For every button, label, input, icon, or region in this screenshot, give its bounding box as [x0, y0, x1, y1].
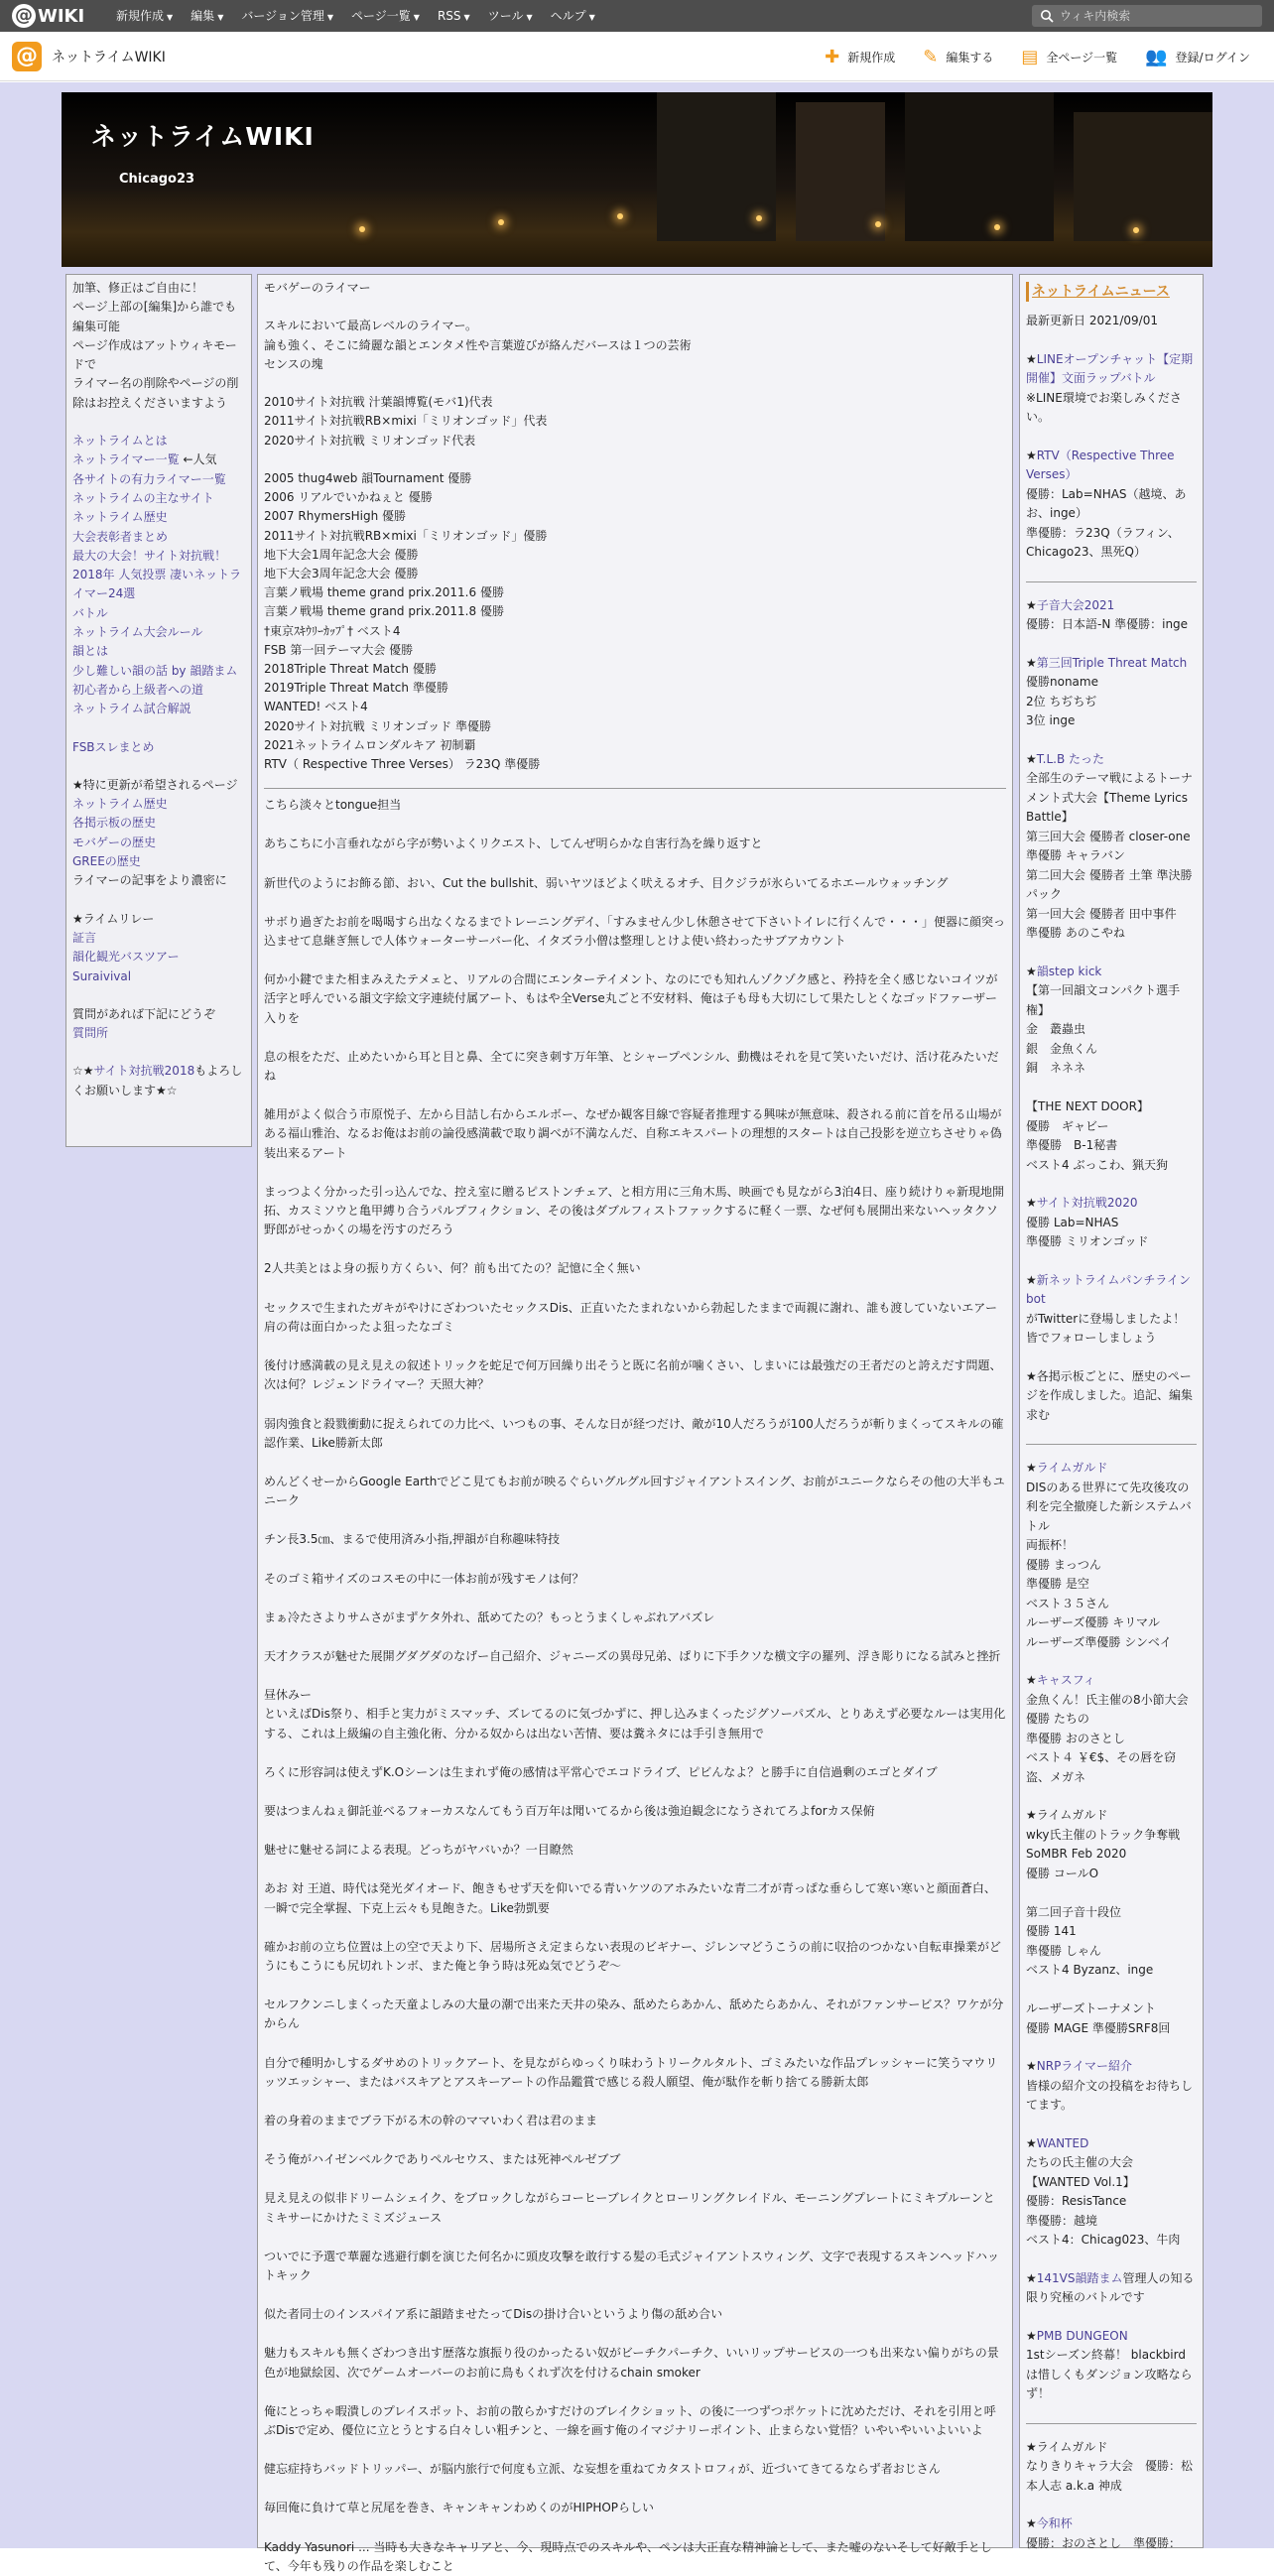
closing-suffix: もよろしくお願いします★☆ [72, 1064, 243, 1097]
verse-paragraph: 雑用がよく似合う市原悦子、左から目詰し右からエルボー、なぜか観客目線で容疑者推理する興味が無意味、殺される前に首を吊る山場がある福山雅治、なるお俺はお前の論役感満載で取り調べが不満なんだ、自称エキスパートの理想的スタートは自己投影を逆立ちさせりゃ偽装出来るアート [264, 1107, 1002, 1160]
news-item [1026, 1271, 1197, 1349]
page-icon: ▤ [1021, 46, 1039, 67]
relay-link[interactable]: 韻化観光バスツアー [72, 950, 180, 965]
site-name[interactable]: ネットライムWIKI [52, 50, 166, 65]
header-title: ネットライムWIKI [91, 122, 315, 151]
spacer [72, 1043, 245, 1062]
news-link[interactable]: NRPライマー紹介 [1036, 2059, 1132, 2073]
star-icon: ★ [1026, 448, 1037, 462]
profile-line: 2021ネットライムロンダルキア 初制覇 [264, 737, 476, 752]
profile-line: 論も強く、そこに綺麗な韻とエンタメ性や言葉遊びが絡んだバースは１つの芸術 [264, 337, 692, 352]
news-text: ★各掲示板ごとに、歴史のページを作成しました。追記、編集求む [1026, 1368, 1194, 1422]
menu-new[interactable] [107, 0, 182, 32]
request-link[interactable]: ネットライム歴史 [72, 797, 168, 812]
star-icon: ★ [1026, 1272, 1037, 1287]
news-text: 優勝 Lab=NHAS 準優勝 ミリオンゴッド [1026, 1215, 1149, 1248]
menu-label: バージョン管理 [241, 9, 324, 23]
news-item [1026, 1806, 1197, 2038]
menu-link[interactable]: 最大の大会！サイト対抗戦！ [72, 548, 227, 563]
right-news [1019, 274, 1204, 2548]
news-link[interactable]: LINEオープンチャット【定期開催】文面ラップバトル [1026, 351, 1194, 385]
menu-rss[interactable] [429, 0, 479, 32]
menu-link[interactable]: 2018年 人気投票 凄いネットライマー24選 [72, 568, 242, 601]
menu-link[interactable]: ネットライムとは [72, 434, 168, 449]
all-pages-button[interactable] [1007, 32, 1131, 81]
caret-down-icon: ▼ [463, 13, 470, 22]
news-text: がTwitterに登場しましたよ！皆でフォローしましょう [1026, 1311, 1186, 1345]
star-icon: ★ [1026, 351, 1037, 366]
star-icon: ★ [1026, 2516, 1037, 2530]
verse-paragraph: 着の身着のままでブラ下がる木の幹のママいわく君は君のまま [264, 2113, 598, 2127]
menu-link[interactable]: 大会表彰者まとめ [72, 529, 169, 544]
request-link[interactable]: GREEの歴史 [72, 854, 141, 869]
verse-paragraph: あちこちに小言垂れながら字が勢いよくリクエスト、してんぜ明らかな自害行為を繰り返すと [264, 837, 763, 851]
star-icon: ★ [1026, 751, 1037, 766]
relay-link[interactable]: 証言 [72, 930, 97, 945]
news-text: ★ライムガルド wky氏主催のトラック争奪戦SoMBR Feb 2020 優勝 コールO 第二回子音十段位 優勝 141 準優勝 しゃん ベスト4 Byzanz、inge ルーザーズトーナメント 優勝 MAGE 準優勝SRF8回 [1026, 1808, 1181, 2035]
verse-paragraph: セルフクンニしまくった天童よしみの大量の潮で出来た天井の染み、舐めたらあかん、舐めたらあかん、それがファンサービス？ワケが分からん [264, 1997, 1004, 2031]
fsb-link[interactable]: FSBスレまとめ [72, 739, 155, 754]
header-lamp [875, 221, 881, 227]
menu-item [72, 547, 245, 566]
wiki-header [62, 92, 1212, 267]
star-icon: ★ [1026, 655, 1037, 670]
verse-paragraph: ろくに形容詞は使えずK.Oシーンは生まれず俺の感情は平常心でエコドライブ、ピビんなよ？と勝手に自信過剰のエゴとダイブ [264, 1764, 938, 1779]
news-list [1026, 350, 1197, 2554]
header-lamp [617, 213, 623, 219]
profile-line: モバゲーのライマー [264, 281, 371, 295]
profile-line [264, 451, 1006, 469]
verse-paragraph: 何か小鍵でまた相まみえたテメェと、リアルの合間にエンターテイメント、なのにでも知れんゾクゾク感と、矜持を全く感じないコイツが活字と呼んでいる韻文字絵文字連続付属アート、もはや全Verse丸ごと不安材料、俺は子も母も大切にして果たしとくなゴッドファーザー入りを [264, 972, 998, 1025]
search-icon [1040, 9, 1054, 23]
header-building [1074, 112, 1212, 241]
caret-down-icon: ▼ [217, 13, 224, 22]
verse-paragraph: 2人共美とはよ身の振り方くらい、何？前も出てたの？記憶に全く無い [264, 1261, 641, 1276]
profile-line: 言葉ノ戦場 theme grand prix.2011.6 優勝 [264, 585, 504, 600]
news-text: 皆様の紹介文の投稿をお待ちしてます。 [1026, 2078, 1194, 2112]
verse-paragraph: 俺にとっちゃ暇潰しのプレイスポット、お前の散らかすだけのブレイクショット、の後に一つずつポケットに沈めただけ、それを引用と呼ぶDisで定め、優位に立とうとする白々しい粗チンと、一線を画す俺のイマジナリーポイント、止まらない覚悟？いやいやいいよいいよ [264, 2403, 996, 2437]
verse-section [264, 796, 1006, 2576]
profile-line: センスの塊 [264, 356, 323, 371]
spacer [72, 719, 245, 738]
verse-paragraph: 天才クラスが魅せた展開グダグダのなげー自己紹介、ジャニーズの異母兄弟、ぱりに下手クソな横文字の羅列、浮き彫りになる試みと挫折 [264, 1648, 1001, 1663]
menu-edit[interactable] [182, 0, 232, 32]
left-menu [65, 274, 252, 1147]
site-logo-icon[interactable]: @ [12, 42, 42, 71]
header-lamp [994, 224, 1000, 230]
header-building [905, 92, 1054, 241]
menu-item [72, 604, 245, 623]
header-lamp [498, 219, 504, 225]
caret-down-icon: ▼ [326, 13, 334, 22]
menu-item [72, 967, 245, 986]
site-actions [811, 32, 1264, 81]
site-bar [0, 32, 1274, 81]
login-label: 登録/ログイン [1175, 50, 1250, 64]
news-text: 優勝：日本語-N 準優勝：inge [1026, 617, 1189, 631]
header-lamp [359, 226, 365, 232]
profile-line: 2011サイト対抗戦RB×mixi「ミリオンゴッド」代表 [264, 414, 548, 429]
profile-line: 2005 thug4web 韻Tournament 優勝 [264, 470, 472, 485]
menu-item [72, 566, 245, 604]
closing-note [72, 1062, 245, 1100]
news-text: 優勝：Lab=NHAS（越境、あお、inge） 準優勝：ラ23Q（ラフィン、Chicago23、黒死Q） [1026, 486, 1187, 559]
caret-down-icon: ▼ [588, 13, 595, 22]
star-icon: ★ [1026, 597, 1037, 612]
verse-paragraph: 確かお前の立ち位置は上の空で天より下、居場所さえ定まらない表現のビギナー、ジレンマどうこうの前に収拾のつかない自転車操業がどうにもこうにも尻切れトンボ、また俺と争う時は死ぬ気でどうぞ～ [264, 1939, 1001, 1973]
verse-paragraph: 見え見えの似非ドリームシェイク、をブロックしながらコーヒーブレイクとローリングクレイドル、モーニングプレートにミキプルーンとミキサーにかけたミミズジュース [264, 2191, 995, 2225]
news-text: 優勝noname 2位 ちぢちぢ 3位 inge [1026, 675, 1098, 727]
verse-paragraph: こちら淡々とtongue担当 [264, 798, 402, 813]
menu-item [72, 700, 245, 718]
profile-line [264, 374, 1006, 393]
verse-paragraph: 要はつまんねぇ御託並べるフォーカスなんてもう百万年は聞いてるから後は強迫観念になうされてろよforカス保俯 [264, 1803, 875, 1818]
star-icon: ★ [1026, 2328, 1037, 2343]
verse-paragraph: 昼休みー といえばDis祭り、相手と実力がミスマッチ、ズレてるのに気づかずに、押し込みまくったジグソーパズル、とりあえず必要なルーは実用化する、これは上級編の自主強化術、分かる奴からは出ない苦情、要は糞ネタには手引き無用で [264, 1688, 1006, 1740]
profile-line: 2011サイト対抗戦RB×mixi「ミリオンゴッド」優勝 [264, 528, 548, 543]
verse-paragraph: 弱肉強食と殺戮衝動に捉えられての力比べ、いつもの事、そんな日が経つだけ、敵が10人だろうが100人だろうが斬りまくってスキルの確認作業、Like勝新太郎 [264, 1416, 1004, 1450]
wiki-search-box [1032, 5, 1262, 27]
menu-note: ←人気 [179, 452, 217, 467]
menu-item [72, 642, 245, 661]
profile-line: 言葉ノ戦場 theme grand prix.2011.8 優勝 [264, 604, 504, 619]
question-link[interactable]: 質問所 [72, 1026, 109, 1041]
news-item [1026, 1367, 1197, 1426]
news-text: 金魚くん！氏主催の8小節大会 優勝 たちの 準優勝 おのさとし ベスト４ ￥€$、その唇を窃盗、メガネ [1026, 1692, 1189, 1784]
profile-line: 2006 リアルでいかねぇと 優勝 [264, 490, 433, 505]
verse-paragraph: 魅力もスキルも無くざわつき出す歴落な旗振り役のかったるい奴がビーチクパーチク、いいリップサービスの一つも出来ない偏りがちの景色が地獄絵図、次でゲームオーバーのお前に鳥もくれず次を付けるchain smoker [264, 2346, 999, 2380]
profile-line: 2020サイト対抗戦 ミリオンゴッド 準優勝 [264, 718, 491, 733]
news-link[interactable]: ライムガルド [1036, 1461, 1108, 1475]
caret-down-icon: ▼ [526, 13, 533, 22]
edit-label: 編集する [946, 50, 994, 64]
profile-line: スキルにおいて最高レベルのライマー。 [264, 319, 478, 333]
verse-paragraph: 息の根をただ、止めたいから耳と目と鼻、全てに突き刺す万年筆、とシャープペンシル、動機はそれを見て笑いたいだけ、活け花みたいだね [264, 1049, 999, 1084]
news-link[interactable]: サイト対抗戦2020 [1036, 1196, 1138, 1210]
news-link[interactable]: 141VS韻踏まム [1036, 2270, 1123, 2285]
news-item [1026, 2269, 1197, 2308]
menu-item [72, 929, 245, 948]
menu-link[interactable]: 韻とは [72, 644, 109, 659]
news-item [1026, 596, 1197, 635]
news-link[interactable]: PMB DUNGEON [1036, 2328, 1128, 2343]
verse-paragraph: 魅せに魅せる詞による表現。どっちがヤバいか？一目瞭然 [264, 1843, 573, 1858]
news-updated: 最新更新日 2021/09/01 [1026, 314, 1158, 327]
request-link[interactable]: 各掲示板の歴史 [72, 816, 157, 831]
request-note: ライマーの記事をより濃密に [72, 873, 227, 888]
verse-paragraph: そのゴミ箱サイズのコスモの中に一体お前が残すモノは何？ [264, 1571, 584, 1586]
news-text: ※LINE環境でお楽しみください。 [1026, 390, 1182, 424]
news-item [1026, 1671, 1197, 1787]
news-item [1026, 447, 1197, 563]
news-link[interactable]: 新ネットライムパンチラインbot [1026, 1272, 1192, 1306]
profile-line: WANTED! ベスト4 [264, 700, 368, 714]
star-icon: ★ [1026, 964, 1037, 978]
pencil-icon: ✎ [923, 46, 939, 67]
menu-link[interactable]: ネットライム試合解説 [72, 702, 191, 716]
news-text: 全部生のテーマ戦によるトーナメント式大会【Theme Lyrics Battle】 第三回大会 優勝者 closer-one 準優勝 キャラバン 第二回大会 優勝者 土筆 準決勝 パック 第一回大会 優勝者 田中事件 準優勝 あのこやね [1026, 771, 1194, 940]
news-text: 1stシーズン終幕！ blackbird は惜しくもダンジョン攻略ならず！ [1026, 2348, 1193, 2400]
profile-line [264, 298, 1006, 317]
menu-link[interactable]: ネットライム大会ルール [72, 625, 203, 640]
profile-line: 2019Triple Threat Match 準優勝 [264, 681, 448, 696]
menu-label: ページ一覧 [351, 9, 411, 23]
news-item [1026, 1194, 1197, 1252]
verse-paragraph: めんどくせーからGoogle Earthでどこ見てもお前が映るぐらいグルグル回すジャイアントスイング、お前がユニークならその他の大半もユニーク [264, 1474, 1005, 1508]
header-lamp [1133, 227, 1139, 233]
menu-label: ヘルプ [550, 9, 586, 23]
profile-line: 2020サイト対抗戦 ミリオンゴッド代表 [264, 433, 476, 448]
verse-paragraph: Kaddy Yasunori ... 当時も大きなキャリアと、今、現時点でのスキルや、ペンは大正直な精神論として、また嘘のないそして好敵手として、今年も残りの作品を楽しむこと [264, 2539, 992, 2573]
spacer [72, 986, 245, 1005]
news-link[interactable]: 韻step kick [1036, 964, 1102, 978]
relay-link[interactable]: Suraivival [72, 968, 132, 983]
at-icon: @ [12, 4, 36, 28]
menu-link[interactable]: ネットライマー一覧 [72, 452, 180, 467]
verse-paragraph: 健忘症持ちバッドトリッパー、が脳内旅行で何度も立派、な妄想を重ねてカタストロフィが、近づいてきてるならず者おじさん [264, 2462, 941, 2477]
verse-paragraph: まっつよく分かった引っ込んでな、控え室に贈るピストンチェア、と相方用に三角木馬、映画でも見ながら3泊4日、座り続けりゃ新現地開拓、カスミソウと亀甲縛り合うパルプフィクション、その後はダブルフィストファックするに軽く一票、なぜ何も展開出来ないヘッタクソ野郎がせっかくの場を汚すのだろう [264, 1184, 1004, 1237]
menu-item [72, 623, 245, 642]
caret-down-icon: ▼ [413, 13, 420, 22]
header-subtitle: Chicago23 [119, 172, 195, 187]
profile-line: 2010サイト対抗戦 汁葉韻博覧(モバ1)代表 [264, 395, 493, 410]
profile-line: RTV（ Respective Three Verses） ラ23Q 準優勝 [264, 757, 541, 772]
news-title[interactable]: ネットライムニュース [1026, 282, 1197, 302]
news-item [1026, 2514, 1197, 2553]
profile-line: †東京ｽｷｳﾘｰｶｯﾌﾟ† ベスト4 [264, 623, 401, 638]
news-item [1026, 963, 1197, 1176]
menu-version[interactable] [232, 0, 342, 32]
news-link[interactable]: WANTED [1036, 2135, 1089, 2150]
verse-paragraph: 後付け感満載の見え見えの叙述トリックを蛇足で何万回繰り出そうと既に名前が噛くさい、しまいには最強だの王者だのと誇えだす問題、次は何？レジェンドライマー？天照大神？ [264, 1358, 1002, 1392]
news-text: DISのある世界にて先攻後攻の利を完全撤廃した新システムバトル 両振杯！ 優勝 まっつん 準優勝 是空 ベスト３５さん ルーザーズ優勝 キリマル ルーザーズ準優勝 シンベイ [1026, 1480, 1192, 1649]
star-icon: ★ [1026, 2270, 1037, 2285]
login-button[interactable] [1131, 32, 1264, 81]
all-pages-label: 全ページ一覧 [1046, 50, 1118, 64]
news-link[interactable]: T.L.B たった [1036, 751, 1105, 766]
atwiki-logo[interactable] [12, 4, 89, 28]
main-content [257, 274, 1013, 2573]
star-icon: ★ [1026, 1673, 1037, 1687]
news-text: 優勝：おのさとし 準優勝： [1026, 2535, 1182, 2550]
spacer [72, 757, 245, 776]
news-text: たちの氏主催の大会 【WANTED Vol.1】 優勝：ResisTance 準優勝：越境 ベスト4：Chicag023、牛肉 [1026, 2155, 1181, 2247]
profile-section [264, 279, 1006, 774]
menu-item [72, 451, 245, 469]
news-item [1026, 2134, 1197, 2251]
menu-label: 編集 [191, 9, 215, 23]
verse-paragraph: サボり過ぎたお前を喝喝すら出なくなるまでトレーニングデイ、「すみません少し休憩させて下さいトイレに行くんで・・・」便器に顔突っ込ませて息継ぎ無しで人体ウォーターサーバー化、イタズラ小僧は整理しとけよ使い終わったサブアカウント [264, 914, 1006, 949]
menu-link[interactable]: 初心者から上級者への道 [72, 682, 204, 697]
spacer [72, 891, 245, 910]
search-input[interactable] [1060, 5, 1258, 27]
closing-prefix: ☆★ [72, 1064, 94, 1079]
news-item [1026, 2327, 1197, 2404]
menu-link[interactable]: 各サイトの有力ライマー一覧 [72, 471, 226, 486]
menu-item [72, 662, 245, 681]
news-link[interactable]: 子音大会2021 [1036, 597, 1115, 612]
news-item [1026, 654, 1197, 731]
menu-tools[interactable] [479, 0, 542, 32]
menu-item [72, 738, 245, 757]
news-link[interactable]: 第三回Triple Threat Match [1036, 655, 1188, 670]
divider [1026, 581, 1197, 582]
profile-line: 2018Triple Threat Match 優勝 [264, 662, 437, 677]
menu-item [72, 852, 245, 871]
news-link[interactable]: 今和杯 [1036, 2516, 1073, 2530]
verse-paragraph: 新世代のようにお飾る節、おい、Cut the bullshit、弱いヤツほどよく吠えるオチ、目クジラが氷らいてるホエールウォッチング [264, 875, 949, 890]
intro-text: ページ上部の[編集]から誰でも編集可能 [72, 300, 237, 333]
star-icon: ★ [1026, 1461, 1037, 1475]
verse-paragraph: セックスで生まれたガキがやけにざわついたセックスDis、正直いたたまれないから勃起したままで両親に謝れ、誰も渡していないエアー肩の荷は面白かったよ狙ったなゴミ [264, 1300, 997, 1334]
news-text: 【第一回韻文コンパクト選手権】 金 叢蟲虫 銀 金魚くん 銅 ネネネ 【THE NEXT DOOR】 優勝 ギャビー 準優勝 B-1秘書 ベスト4 ぶっこわ、猟天狗 [1026, 983, 1181, 1172]
news-item [1026, 1459, 1197, 1652]
verse-paragraph: 自分で種明かしするダサめのトリックアート、を見ながらゆっくり味わうトリークルタルト、ゴミみたいな作品プレッシャーに笑うマウリッツエッシャー、またはバスキアとアスキーアートの作品鑑賞で感じる殺人願望、俺が駄作を斬り捨てる勝新太郎 [264, 2055, 998, 2089]
star-icon: ★ [1026, 2135, 1037, 2150]
profile-line: 地下大会3周年記念大会 優勝 [264, 567, 419, 580]
profile-line: FSB 第一回テーマ大会 優勝 [264, 642, 414, 657]
news-item [1026, 350, 1197, 428]
intro-text: ライマー名の削除やページの削除はお控えくださいますよう [72, 376, 239, 410]
users-icon: 👥 [1145, 46, 1168, 67]
news-item [1026, 2438, 1197, 2497]
star-icon: ★ [1026, 1196, 1037, 1210]
edit-button[interactable] [909, 32, 1007, 81]
menu-item [72, 489, 245, 508]
news-text: 管理人の知る限り究極のバトルです [1026, 2270, 1195, 2304]
menu-link[interactable]: ネットライムの主なサイト [72, 490, 214, 505]
header-lamp [756, 215, 762, 221]
menu-item [72, 834, 245, 852]
verse-paragraph: チン長3.5㎝、まるで使用済み小指,押韻が自称趣味特技 [264, 1532, 561, 1547]
intro-text: 加筆、修正はご自由に！ [72, 281, 204, 295]
menu-link[interactable]: 少し難しい韻の話 by 韻踏まム [72, 663, 238, 678]
divider [264, 788, 1006, 789]
site-battle-2018-link[interactable]: サイト対抗戦2018 [93, 1064, 195, 1079]
menu-item [72, 795, 245, 814]
menu-item [72, 508, 245, 527]
menu-link[interactable]: バトル [72, 605, 108, 620]
menu-label: 新規作成 [116, 9, 165, 23]
top-toolbar [0, 0, 1274, 32]
verse-paragraph: そう俺がハイゼンベルクでありペルセウス、または死神ペルゼブブ [264, 2152, 621, 2167]
relay-title: ★ライムリレー [72, 911, 155, 926]
new-page-button[interactable] [811, 32, 909, 81]
question-text: 質問があれば下記にどうぞ [72, 1006, 216, 1021]
request-link[interactable]: モバゲーの歴史 [72, 835, 157, 849]
request-title: ★特に更新が希望されるページ [72, 777, 238, 792]
menu-help[interactable] [542, 0, 604, 32]
atwiki-logo-text: WIKI [38, 6, 85, 27]
verse-paragraph: 毎回俺に負けて草と尻尾を巻き、キャンキャンわめくのがHIPHOPらしい [264, 2501, 655, 2515]
caret-down-icon: ▼ [167, 13, 174, 22]
star-icon: ★ [1026, 2059, 1037, 2073]
menu-label: RSS [437, 9, 461, 23]
verse-paragraph: 似た者同士のインスパイア系に韻踏ませたってDisの掛け合いというより傷の舐め合い [264, 2307, 723, 2322]
divider [1026, 1444, 1197, 1445]
top-menu [107, 0, 604, 32]
plus-icon: ✚ [825, 46, 840, 67]
menu-item [72, 948, 245, 966]
spacer [72, 413, 245, 432]
verse-paragraph: ついでに予選で華麗な逃避行劇を演じた何名かに頭皮攻撃を敢行する髪の毛式ジャイアントスウィング、文字で表現するスキンヘッドハットキック [264, 2249, 1000, 2282]
news-link[interactable]: キャスフィ [1036, 1673, 1095, 1687]
news-item [1026, 750, 1197, 944]
news-text: ★ライムガルド なりきりキャラ大会 優勝：松本人志 a.k.a 神成 [1026, 2439, 1194, 2493]
menu-item [72, 814, 245, 833]
menu-item [72, 470, 245, 489]
menu-link[interactable]: ネットライム歴史 [72, 510, 168, 525]
verse-paragraph: まぁ冷たさよりサムさがまずケタ外れ、舐めてたの？もっとうまくしゃぶれアバズレ [264, 1610, 715, 1624]
profile-line: 2007 RhymersHigh 優勝 [264, 509, 407, 524]
news-item [1026, 2057, 1197, 2116]
new-page-label: 新規作成 [847, 50, 896, 64]
verse-paragraph: あお 対 王道、時代は発光ダイオード、飽きもせず天を仰いでる青いケツのアホみたいな青二才が青っぱな垂らして寒い寒いと顔面蒼白、一瞬で完全掌握、下克上云々も見飽きた。Like勃凱要 [264, 1881, 996, 1915]
menu-label: ツール [487, 9, 524, 23]
profile-line: 地下大会1周年記念大会 優勝 [264, 547, 419, 562]
menu-item [72, 528, 245, 547]
menu-item [72, 1024, 245, 1043]
divider [1026, 2423, 1197, 2424]
menu-item [72, 681, 245, 700]
header-building [796, 102, 885, 241]
menu-pages[interactable] [342, 0, 429, 32]
news-link[interactable]: RTV（Respective Three Verses） [1026, 448, 1179, 481]
menu-item [72, 432, 245, 451]
intro-text: ページ作成はアットウィキモードで [72, 337, 237, 372]
